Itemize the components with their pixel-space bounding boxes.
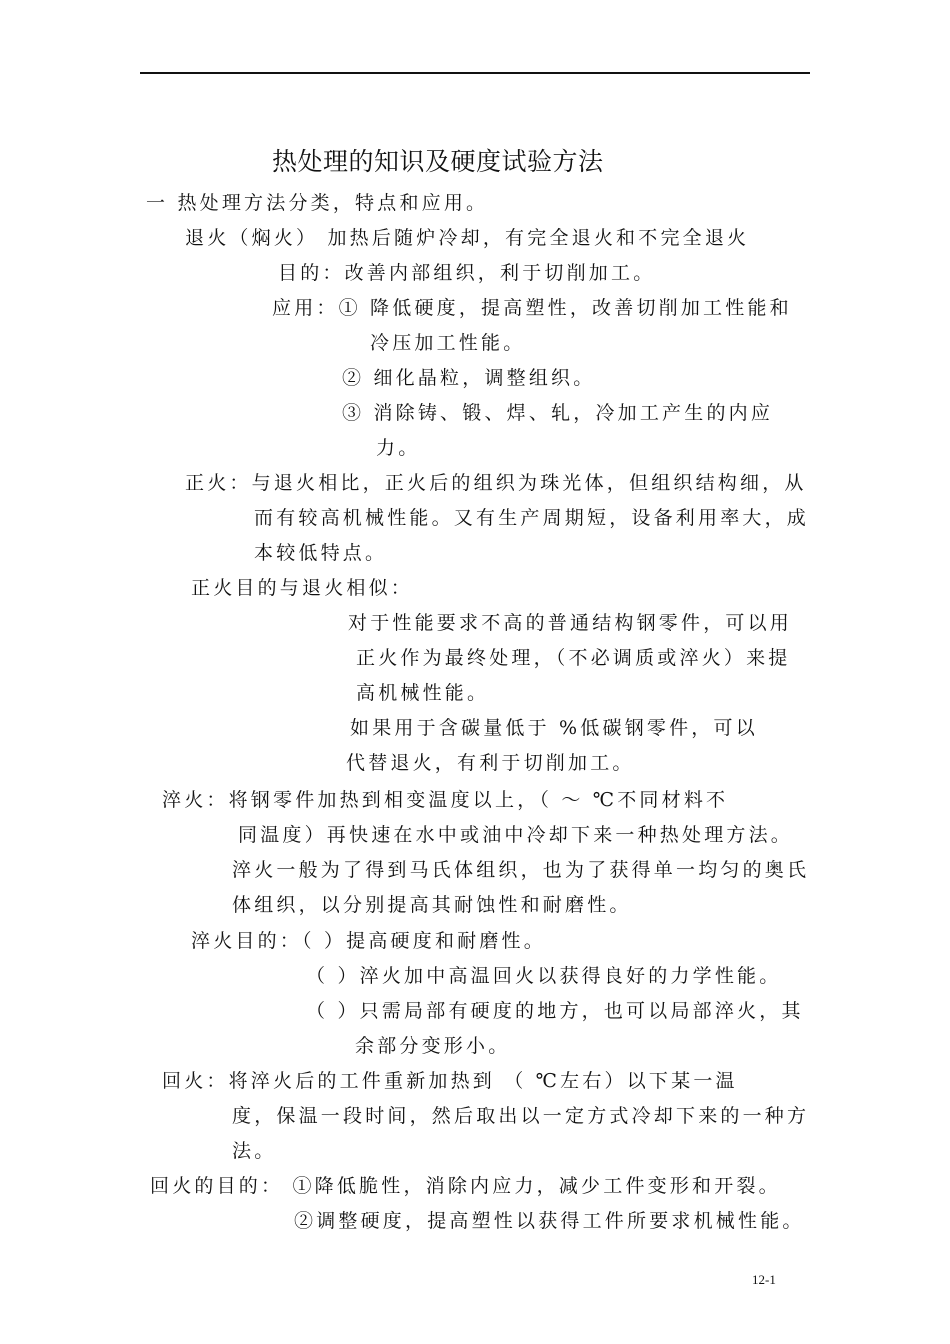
page-number: 12-1 (752, 1272, 776, 1287)
text-line: 体组织，以分别提高其耐蚀性和耐磨性。 (232, 894, 632, 916)
text-line: ③ 消除铸、锻、焊、轧，冷加工产生的内应 (342, 402, 774, 424)
text-line: 余部分变形小。 (355, 1035, 511, 1057)
text-line: 度，保温一段时间，然后取出以一定方式冷却下来的一种方 (232, 1105, 810, 1127)
text-line: （ ）淬火加中高温回火以获得良好的力学性能。 (306, 965, 782, 987)
text-line: 而有较高机械性能。又有生产周期短，设备利用率大，成 (254, 507, 810, 529)
text-line: 法。 (232, 1140, 277, 1162)
text-line: 高机械性能。 (356, 682, 490, 704)
text-line: 如果用于含碳量低于 %低碳钢零件，可以 (350, 717, 758, 739)
text-line: ② 细化晶粒，调整组织。 (342, 367, 596, 389)
text-line: 冷压加工性能。 (370, 332, 526, 354)
document-title: 热处理的知识及硬度试验方法 (272, 147, 604, 176)
text-line: 本较低特点。 (254, 542, 388, 564)
text-line: 同温度）再快速在水中或油中冷却下来一种热处理方法。 (238, 824, 794, 846)
text-line: 应用：① 降低硬度，提高塑性，改善切削加工性能和 (272, 297, 792, 319)
header-rule (140, 72, 810, 74)
text-line: 淬火目的：（ ）提高硬度和耐磨性。 (191, 930, 546, 952)
text-line: 代替退火，有利于切削加工。 (346, 752, 635, 774)
text-line: ②调整硬度，提高塑性以获得工件所要求机械性能。 (294, 1210, 805, 1232)
text-line: 目的：改善内部组织，利于切削加工。 (278, 262, 656, 284)
text-line: 回火：将淬火后的工件重新加热到 （ ℃左右）以下某一温 (162, 1070, 738, 1092)
section-heading: 一 热处理方法分类，特点和应用。 (146, 192, 489, 214)
text-line: 淬火一般为了得到马氏体组织，也为了获得单一均匀的奥氏 (232, 859, 810, 881)
text-line: 回火的目的： ①降低脆性，消除内应力，减少工件变形和开裂。 (150, 1175, 781, 1197)
text-line: 正火目的与退火相似： (191, 577, 414, 599)
text-line: 退火（焖火） 加热后随炉冷却，有完全退火和不完全退火 (185, 227, 750, 249)
text-line: 对于性能要求不高的普通结构钢零件，可以用 (348, 612, 793, 634)
text-line: 力。 (376, 437, 421, 459)
text-line: （ ）只需局部有硬度的地方，也可以局部淬火，其 (306, 1000, 804, 1022)
text-line: 淬火：将钢零件加热到相变温度以上，（ ～ ℃不同材料不 (162, 789, 729, 811)
text-line: 正火：与退火相比，正火后的组织为珠光体，但组织结构细，从 (185, 472, 807, 494)
text-line: 正火作为最终处理，（不必调质或淬火）来提 (356, 647, 791, 669)
